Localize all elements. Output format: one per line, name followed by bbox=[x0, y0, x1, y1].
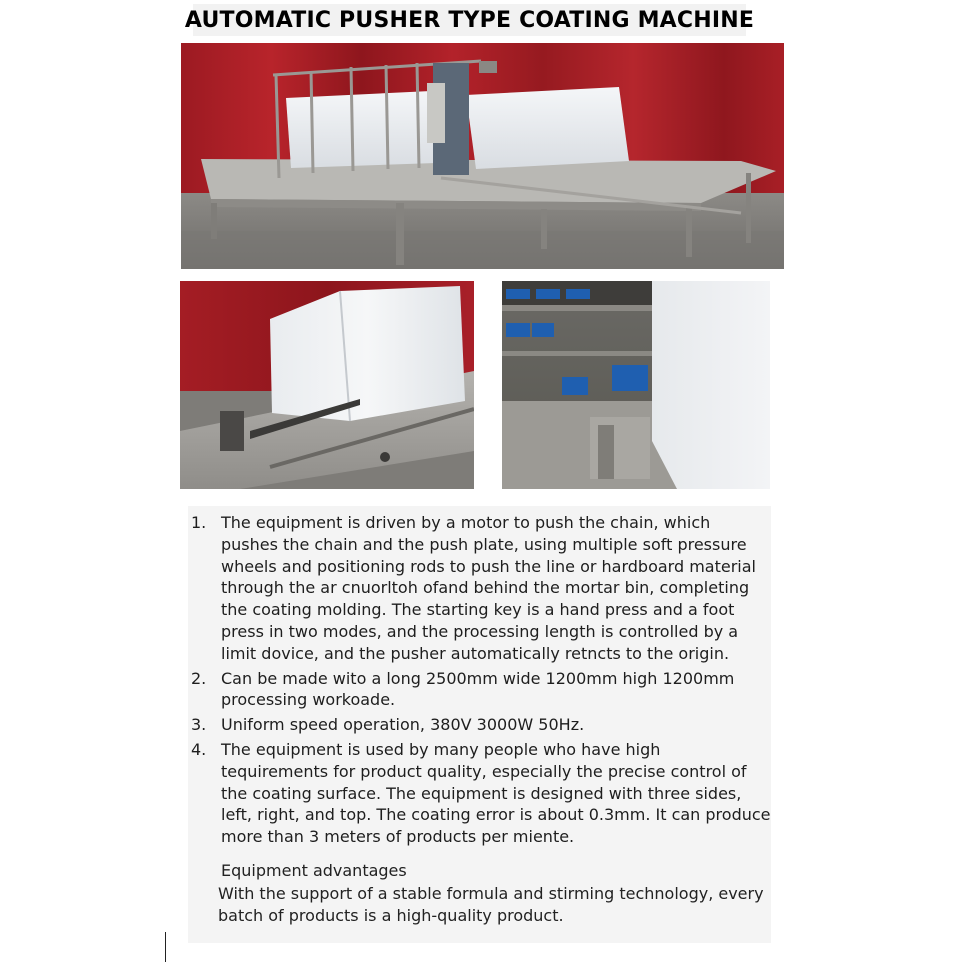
page-edge-mark bbox=[165, 932, 166, 962]
page-title: AUTOMATIC PUSHER TYPE COATING MACHINE bbox=[184, 7, 755, 33]
board-end-photo bbox=[502, 281, 770, 489]
list-item-number: 1. bbox=[191, 513, 207, 532]
list-item-text: The equipment is driven by a motor to push the chain, which pushes the chain and the push plate, using multiple soft pressure wheels and positioning rods to push the line or hardboard material through the ar cnuorltoh ofand behind the mortar bin, completing the coating molding. The starting key is a hand press and a foot press in two modes, and the processing length is controlled by a limit dovice, and the pusher automatically retncts to the origin. bbox=[221, 513, 756, 663]
list-item bbox=[188, 739, 771, 848]
list-item-text: Uniform speed operation, 380V 3000W 50Hz. bbox=[221, 715, 585, 735]
description-panel bbox=[188, 506, 771, 943]
list-item-number: 2. bbox=[191, 668, 207, 688]
list-item-text: Can be made wito a long 2500mm wide 1200mm high 1200mm processing workoade. bbox=[221, 668, 735, 710]
list-item-text: The equipment is used by many people who have high tequirements for product quality, especially the precise control of the coating surface. The equipment is designed with three sides, left, right, and top. The coating error is about 0.3mm. It can produce more than 3 meters of products per miente. bbox=[221, 739, 771, 847]
list-item-number: 4. bbox=[191, 739, 207, 759]
feature-list bbox=[188, 512, 771, 851]
board-on-table-photo bbox=[180, 281, 474, 489]
advantages-heading: Equipment advantages bbox=[221, 861, 407, 880]
title-banner bbox=[184, 4, 755, 36]
machine-overview-photo bbox=[181, 43, 784, 269]
list-item bbox=[188, 714, 771, 736]
list-item bbox=[188, 668, 771, 712]
list-item-number: 3. bbox=[191, 715, 207, 735]
advantages-text: With the support of a stable formula and stirming technology, every batch of products is a high-quality product. bbox=[218, 884, 764, 925]
list-item bbox=[188, 512, 771, 665]
